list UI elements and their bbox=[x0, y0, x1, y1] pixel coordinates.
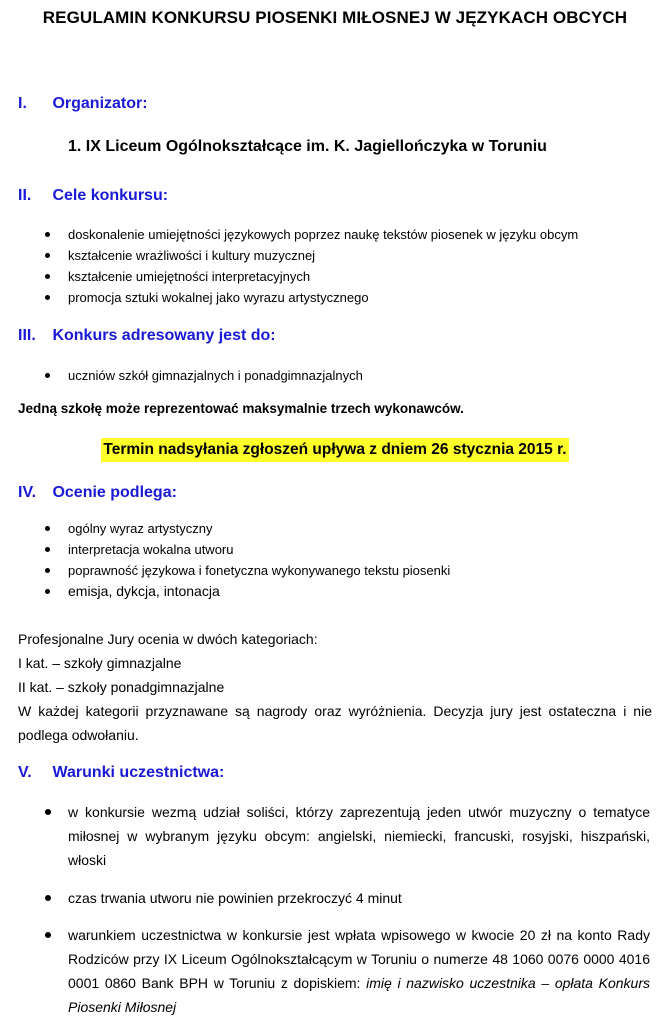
jury-line: Profesjonalne Jury ocenia w dwóch kategoriach: bbox=[18, 631, 318, 647]
section-number: I. bbox=[18, 95, 27, 112]
list-item: czas trwania utworu nie powinien przekroczyć 4 minut bbox=[0, 886, 670, 910]
section-number: III. bbox=[18, 327, 36, 344]
section-title: Ocenie podlega: bbox=[52, 484, 177, 501]
deadline-banner bbox=[0, 438, 670, 462]
section-title: Cele konkursu: bbox=[52, 187, 169, 204]
list-item: doskonalenie umiejętności językowych poprzez naukę tekstów piosenek w języku obcym bbox=[0, 224, 670, 245]
jury-decision-note: W każdej kategorii przyznawane są nagrody oraz wyróżnienia. Decyzja jury jest ostateczna i nie podlega odwołaniu. bbox=[18, 703, 652, 743]
section-heading-conditions bbox=[18, 764, 224, 782]
list-item: emisja, dykcja, intonacja bbox=[0, 581, 670, 602]
list-item: kształcenie wrażliwości i kultury muzycznej bbox=[0, 245, 670, 266]
section-title: Warunki uczestnictwa: bbox=[52, 764, 225, 781]
jury-line: I kat. – szkoły gimnazjalne bbox=[18, 655, 182, 671]
section-heading-evaluation bbox=[18, 484, 177, 502]
payment-text: warunkiem uczestnictwa w konkursie jest wpłata wpisowego w kwocie 20 zł na konto Rady Rodziców przy IX Liceum Ogólnokształcącym w Toruniu o numerze 48 1060 0076 0000 4016 0001 0860 Bank BPH w Toruniu z dopiskiem: bbox=[68, 927, 650, 991]
section-heading-audience bbox=[18, 327, 276, 345]
jury-line: II kat. – szkoły ponadgimnazjalne bbox=[18, 679, 225, 695]
list-item: uczniów szkół gimnazjalnych i ponadgimnazjalnych bbox=[0, 365, 670, 386]
audience-list bbox=[0, 365, 670, 386]
list-item: interpretacja wokalna utworu bbox=[0, 539, 670, 560]
section-heading-goals bbox=[18, 187, 168, 205]
organizer-name: 1. IX Liceum Ogólnokształcące im. K. Jagiellończyka w Toruniu bbox=[68, 138, 547, 155]
list-item: w konkursie wezmą udział soliści, którzy zaprezentują jeden utwór muzyczny o tematyce miłosnej w wybranym języku obcym: angielski, niemiecki, francuski, rosyjski, hiszpański, włoski bbox=[0, 800, 670, 872]
goals-list bbox=[0, 224, 670, 308]
document-title: REGULAMIN KONKURSU PIOSENKI MIŁOSNEJ W JĘZYKACH OBCYCH bbox=[42, 8, 628, 27]
section-heading-organizer bbox=[18, 95, 148, 113]
section-number: II. bbox=[18, 187, 32, 204]
evaluation-list bbox=[0, 518, 670, 602]
payment-reference: imię i nazwisko uczestnika – opłata Konkurs Piosenki Miłosnej bbox=[68, 975, 650, 1015]
conditions-list bbox=[0, 800, 670, 1033]
list-item-payment bbox=[0, 923, 670, 1019]
section-title: Konkurs adresowany jest do: bbox=[52, 327, 276, 344]
list-item: ogólny wyraz artystyczny bbox=[0, 518, 670, 539]
section-number: V. bbox=[18, 764, 32, 781]
deadline-text: Termin nadsyłania zgłoszeń upływa z dniem 26 stycznia 2015 r. bbox=[101, 438, 568, 462]
list-item: kształcenie umiejętności interpretacyjnych bbox=[0, 266, 670, 287]
performers-limit-note: Jedną szkołę może reprezentować maksymalnie trzech wykonawców. bbox=[18, 401, 464, 416]
jury-info bbox=[18, 627, 652, 747]
section-number: IV. bbox=[18, 484, 37, 501]
list-item: poprawność językowa i fonetyczna wykonywanego tekstu piosenki bbox=[0, 560, 670, 581]
list-item: promocja sztuki wokalnej jako wyrazu artystycznego bbox=[0, 287, 670, 308]
section-title: Organizator: bbox=[52, 95, 148, 112]
